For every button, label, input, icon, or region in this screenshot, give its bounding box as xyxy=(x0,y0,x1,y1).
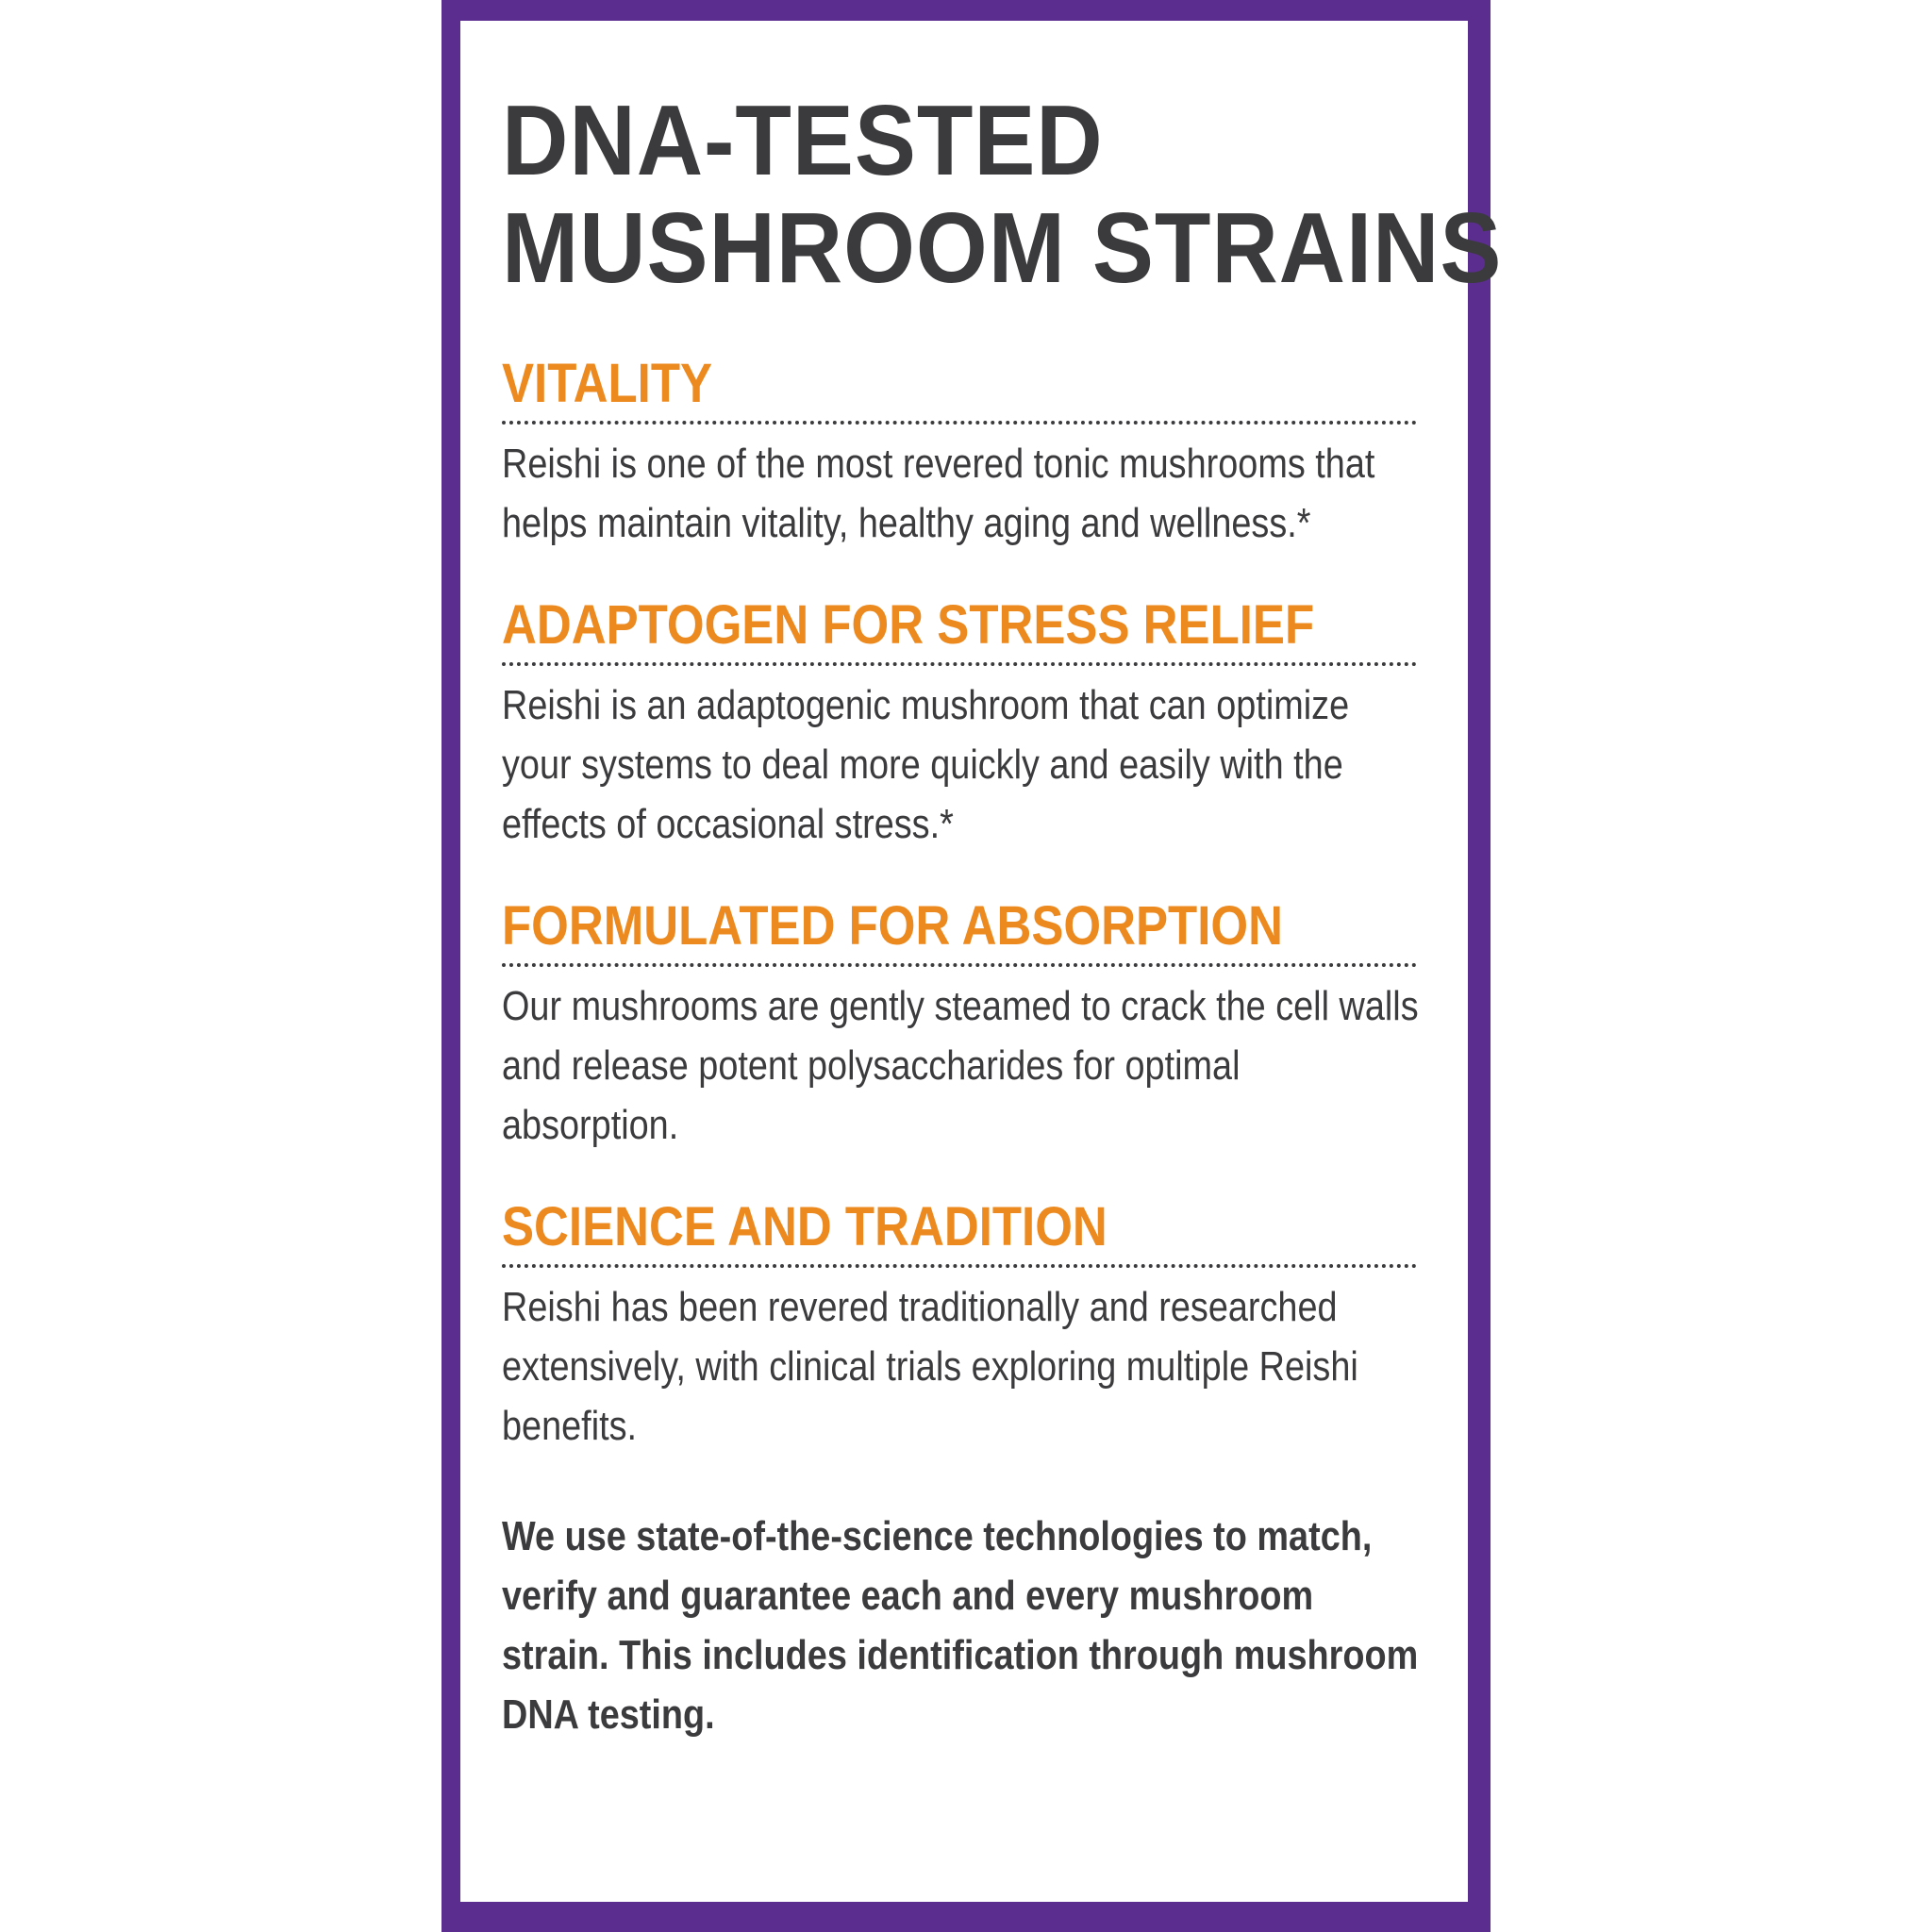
footer-statement: We use state-of-the-science technologies to match, verify and guarantee each and every mushroom strain. This includes identification through mushroom DNA testing. xyxy=(502,1513,1419,1738)
section-heading: SCIENCE AND TRADITION xyxy=(502,1196,1108,1257)
title-line-1: DNA-TESTED xyxy=(502,85,1104,196)
section-absorption xyxy=(502,895,1421,1155)
section-body: Our mushrooms are gently steamed to crack the cell walls and release potent polysaccharides for optimal absorption. xyxy=(502,983,1419,1148)
title-line-2: MUSHROOM STRAINS xyxy=(502,192,1503,304)
dotted-divider xyxy=(502,662,1417,666)
dotted-divider xyxy=(502,1264,1417,1268)
section-adaptogen xyxy=(502,594,1421,854)
section-body: Reishi is one of the most revered tonic mushrooms that helps maintain vitality, healthy aging and wellness.* xyxy=(502,441,1375,546)
section-body: Reishi has been revered traditionally and researched extensively, with clinical trials exploring multiple Reishi benefits. xyxy=(502,1284,1358,1449)
dotted-divider xyxy=(502,421,1417,425)
dotted-divider xyxy=(502,963,1417,967)
section-heading: FORMULATED FOR ABSORPTION xyxy=(502,895,1283,957)
page-title xyxy=(502,85,1503,304)
section-vitality xyxy=(502,353,1421,553)
section-heading: ADAPTOGEN FOR STRESS RELIEF xyxy=(502,594,1315,656)
section-body: Reishi is an adaptogenic mushroom that can optimize your systems to deal more quickly and easily with the effects of occasional stress.* xyxy=(502,682,1350,847)
card-content xyxy=(502,85,1503,1744)
section-heading: VITALITY xyxy=(502,353,713,414)
section-science-tradition xyxy=(502,1196,1421,1456)
